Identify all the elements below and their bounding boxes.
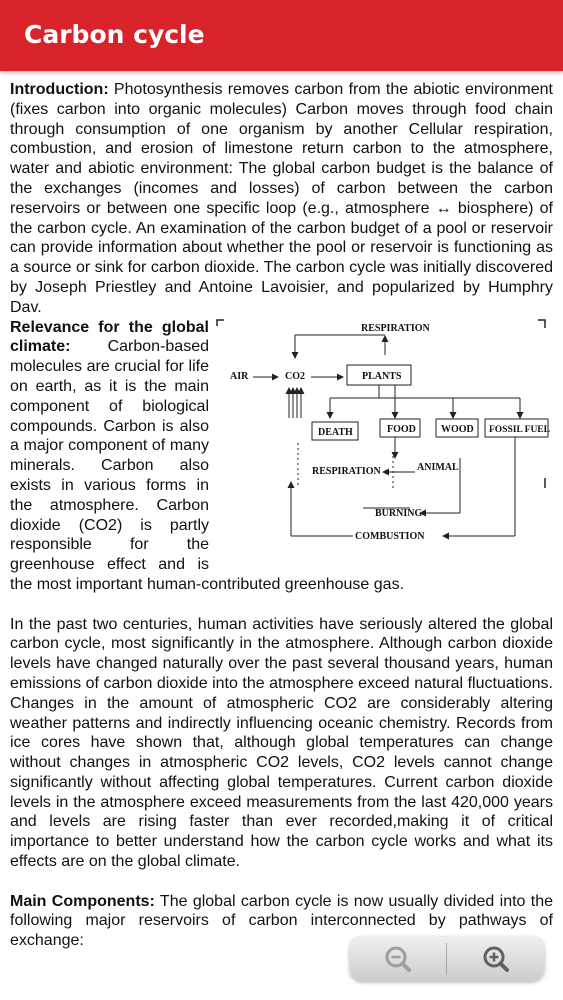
- zoom-in-button[interactable]: [448, 937, 544, 981]
- label-fossil-fuel: FOSSIL FUEL: [489, 424, 550, 435]
- intro-label: Introduction:: [10, 81, 109, 98]
- carbon-cycle-diagram: [215, 318, 553, 552]
- label-respiration-mid: RESPIRATION: [312, 465, 381, 477]
- zoom-out-icon: [383, 944, 413, 974]
- human-impact-paragraph: In the past two centuries, human activities have seriously altered the global carbon cycle, most significantly in the atmosphere. Although carbon dioxide levels have changed naturally over the past several thousand years, human emissions of carbon dioxide into the atmosphere exceed natural fluctuations. Changes in the amount of atmospheric CO2 are considerably altering weather patterns and indirectly influencing oceanic chemistry. Records from ice cores have shown that, although global temperatures can change without changes in atmospheric CO2 levels, CO2 levels cannot change significantly without affecting global temperatures. Current carbon dioxide levels in the atmosphere exceed measurements from the last 420,000 years and levels are rising faster than ever recorded,making it of critical importance to better understand how the carbon cycle works and what its effects are on the global climate.: [10, 615, 553, 871]
- label-plants: PLANTS: [362, 370, 402, 382]
- intro-paragraph: [10, 80, 553, 318]
- label-death: DEATH: [318, 426, 353, 438]
- label-wood: WOOD: [441, 423, 474, 435]
- label-air: AIR: [230, 370, 249, 382]
- label-combustion: COMBUSTION: [355, 530, 425, 542]
- components-text: The global carbon cycle is now usually divided into the following major reservoirs of carbon interconnected by pathways of exchange:: [10, 892, 554, 950]
- zoom-divider: [446, 943, 447, 975]
- article-content: [10, 80, 553, 951]
- app-bar: [0, 0, 563, 71]
- components-label: Main Components:: [10, 892, 155, 910]
- relevance-text: Carbon-based molecules are crucial for life on earth, as it is the main component of biological compounds. Carbon is also a major component of many minerals. Carbon also exists in various forms in the atmosphere. Carbon dioxide (CO2) is partly responsible for the greenhouse effect and is the most important human-contributed greenhouse gas.: [10, 338, 405, 593]
- zoom-out-button[interactable]: [350, 937, 446, 981]
- relevance-label: Relevance for the global climate:: [10, 318, 209, 356]
- label-food: FOOD: [387, 423, 416, 435]
- intro-text: Photosynthesis removes carbon from the abiotic environment (fixes carbon into organic molecules) Carbon moves through food chain through consumption of one organism by another Cellular respiration, combustion, and erosion of limestone return carbon to the atmosphere, water and abiotic environment: The global carbon budget is the balance of the exchanges (incomes and losses) of carbon between the carbon reservoirs or between one specific loop (e.g., atmosphere ↔ biosphere) of the carbon cycle. An examination of the carbon budget of a pool or reservoir can provide information about whether the pool or reservoir is functioning as a source or sink for carbon dioxide. The carbon cycle was initially discovered by Joseph Priestley and Antoine Lavoisier, and popularized by Humphry Dav.: [10, 81, 553, 316]
- label-animal: ANIMAL: [417, 461, 459, 473]
- label-co2: CO2: [285, 370, 305, 382]
- zoom-controls: [350, 937, 544, 981]
- zoom-in-icon: [481, 944, 511, 974]
- label-respiration-top: RESPIRATION: [361, 322, 430, 334]
- page-title: Carbon cycle: [24, 20, 205, 49]
- label-burning: BURNING: [375, 507, 423, 519]
